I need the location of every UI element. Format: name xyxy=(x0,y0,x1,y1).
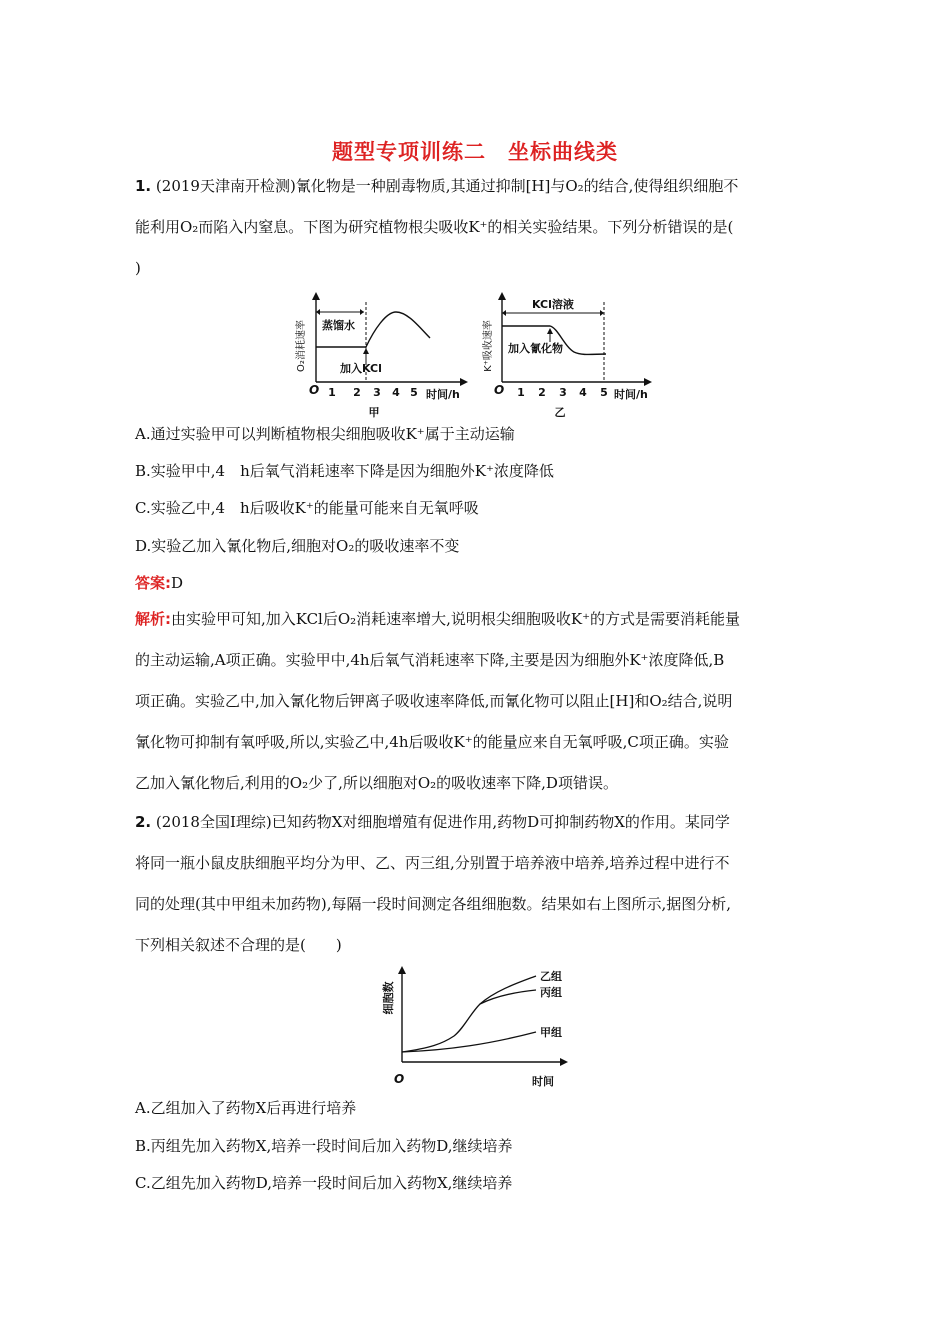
fig-q2-ylabel: 细胞数 xyxy=(382,981,395,1015)
fig-yi-tick-2: 2 xyxy=(538,386,546,399)
fig-q2-series-yi xyxy=(402,976,536,1052)
fig-jia-kcl-arrowhead xyxy=(363,348,369,354)
q1-line3: ) xyxy=(135,259,141,277)
fig-q2 xyxy=(380,962,580,1092)
fig-yi-box-label: KCl溶液 xyxy=(532,298,574,311)
fig-yi-origin: O xyxy=(494,383,505,397)
q1-option-c: C.实验乙中,4 h后吸收K⁺的能量可能来自无氧呼吸 xyxy=(135,499,479,517)
fig-jia-origin: O xyxy=(309,383,320,397)
q1-analysis-line3: 项正确。实验乙中,加入氰化物后钾离子吸收速率降低,而氰化物可以阻止[H]和O₂结合,说明 xyxy=(135,692,733,710)
fig-jia-x-arrow xyxy=(460,378,468,386)
fig-q2-label-jia: 甲组 xyxy=(540,1026,562,1039)
fig-yi-y-arrow xyxy=(498,292,506,300)
fig-jia-xlabel: 时间/h xyxy=(426,388,460,401)
q2-option-a: A.乙组加入了药物X后再进行培养 xyxy=(135,1099,357,1117)
q2-number: 2. xyxy=(135,813,152,831)
fig-q2-label-yi: 乙组 xyxy=(540,970,562,983)
fig-q2-x-arrow xyxy=(560,1058,568,1066)
q1-stem xyxy=(135,166,815,289)
fig-jia-box-label: 蒸馏水 xyxy=(322,319,355,332)
q1-line1 xyxy=(135,166,815,207)
fig-jia-box-arrow-right xyxy=(360,309,364,315)
q2-line4: 下列相关叙述不合理的是( ) xyxy=(135,936,342,954)
q1-option-b: B.实验甲中,4 h后氧气消耗速率下降是因为细胞外K⁺浓度降低 xyxy=(135,462,554,480)
fig-jia-tick-5: 5 xyxy=(410,386,418,399)
answer-label: 答案: xyxy=(135,574,171,592)
q1-number: 1. xyxy=(135,177,152,195)
fig-yi-tick-3: 3 xyxy=(559,386,567,399)
q1-option-d: D.实验乙加入氰化物后,细胞对O₂的吸收速率不变 xyxy=(135,537,460,555)
fig-yi-ylabel: K⁺吸收速率 xyxy=(483,320,494,372)
fig-jia-caption: 甲 xyxy=(368,406,380,419)
fig-jia-arrow-label: 加入KCl xyxy=(340,362,382,375)
fig-jia-ylabel: O₂消耗速率 xyxy=(296,320,307,372)
q1-analysis-text1: 由实验甲可知,加入KCl后O₂消耗速率增大,说明根尖细胞吸收K⁺的方式是需要消耗能量 xyxy=(171,610,741,628)
fig-q2-y-arrow xyxy=(398,966,406,974)
fig-jia-y-arrow xyxy=(312,292,320,300)
q1-line1-text: (2019天津南开检测)氰化物是一种剧毒物质,其通过抑制[H]与O₂的结合,使得组织细胞不 xyxy=(155,177,739,195)
q1-line2: 能利用O₂而陷入内窒息。下图为研究植物根尖吸收K⁺的相关实验结果。下列分析错误的是( xyxy=(135,218,734,236)
page-title: 题型专项训练二 坐标曲线类 xyxy=(332,140,618,164)
fig-jia-tick-3: 3 xyxy=(373,386,381,399)
fig-yi xyxy=(478,290,658,422)
fig-yi-caption: 乙 xyxy=(554,406,566,419)
q2-option-b: B.丙组先加入药物X,培养一段时间后加入药物D,继续培养 xyxy=(135,1137,513,1155)
fig-jia-curve-rise xyxy=(366,312,430,347)
q1-analysis xyxy=(135,599,815,804)
q2-line1-text: (2018全国Ⅰ理综)已知药物X对细胞增殖有促进作用,药物D可抑制药物X的作用。某同学 xyxy=(155,813,730,831)
analysis-label: 解析: xyxy=(135,610,171,628)
q2-line3: 同的处理(其中甲组未加药物),每隔一段时间测定各组细胞数。结果如右上图所示,据图分析, xyxy=(135,895,732,913)
fig-yi-x-arrow xyxy=(644,378,652,386)
q1-answer xyxy=(135,573,183,593)
fig-jia xyxy=(290,290,470,422)
fig-q2-origin: O xyxy=(394,1072,405,1086)
fig-jia-tick-4: 4 xyxy=(392,386,400,399)
fig-yi-tick-4: 4 xyxy=(579,386,587,399)
q2-option-c: C.乙组先加入药物D,培养一段时间后加入药物X,继续培养 xyxy=(135,1174,513,1192)
fig-yi-box-arrow-right xyxy=(600,310,604,316)
fig-q2-label-bing: 丙组 xyxy=(540,986,562,999)
fig-jia-tick-2: 2 xyxy=(353,386,361,399)
q1-analysis-line5: 乙加入氰化物后,利用的O₂少了,所以细胞对O₂的吸收速率下降,D项错误。 xyxy=(135,774,618,792)
answer-value: D xyxy=(171,574,184,592)
fig-yi-xlabel: 时间/h xyxy=(614,388,648,401)
q2-line1 xyxy=(135,802,815,843)
q1-analysis-line4: 氰化物可抑制有氧呼吸,所以,实验乙中,4h后吸收K⁺的能量应来自无氧呼吸,C项正确。实验 xyxy=(135,733,729,751)
q1-analysis-line2: 的主动运输,A项正确。实验甲中,4h后氧气消耗速率下降,主要是因为细胞外K⁺浓度降低,B xyxy=(135,651,725,669)
fig-q2-xlabel: 时间 xyxy=(532,1075,554,1088)
fig-yi-tick-5: 5 xyxy=(600,386,608,399)
fig-yi-arrowhead xyxy=(547,328,553,334)
q1-analysis-line1 xyxy=(135,599,815,640)
q1-option-a: A.通过实验甲可以判断植物根尖细胞吸收K⁺属于主动运输 xyxy=(135,425,515,443)
q2-stem xyxy=(135,802,815,966)
q2-line2: 将同一瓶小鼠皮肤细胞平均分为甲、乙、丙三组,分别置于培养液中培养,培养过程中进行不 xyxy=(135,854,730,872)
fig-yi-arrow-label: 加入氰化物 xyxy=(508,342,563,355)
fig-jia-tick-1: 1 xyxy=(328,386,336,399)
fig-yi-tick-1: 1 xyxy=(517,386,525,399)
